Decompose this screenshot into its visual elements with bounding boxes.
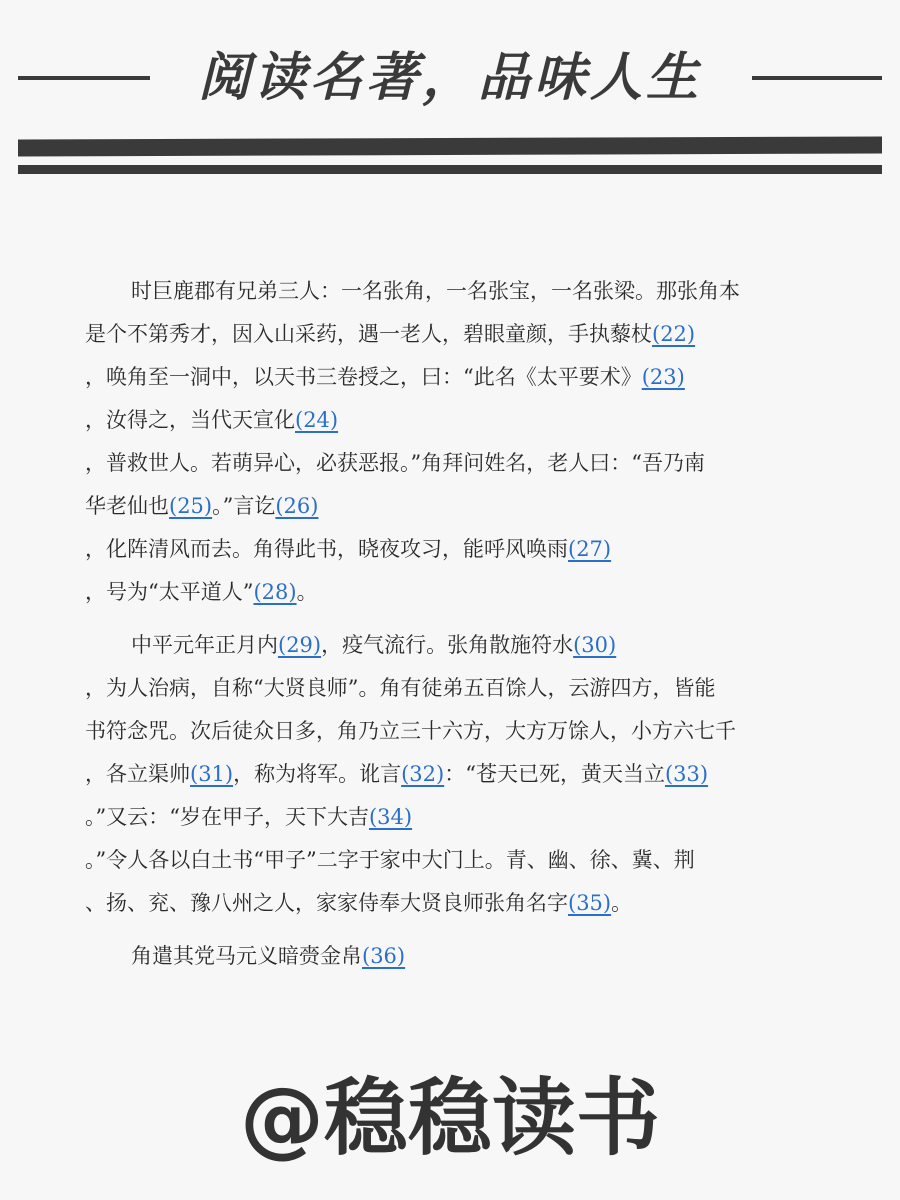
text-line bbox=[85, 935, 805, 978]
footnote-ref-link[interactable]: (27) bbox=[568, 537, 612, 561]
text-segment: ，唤角至一洞中，以天书三卷授之，曰：“此名《太平要术》 bbox=[85, 365, 642, 389]
footnote-ref-link[interactable]: (24) bbox=[295, 408, 339, 432]
footnote-ref-link[interactable]: (29) bbox=[278, 633, 322, 657]
title-left-rule bbox=[18, 76, 150, 80]
header-thin-divider bbox=[18, 165, 882, 174]
text-segment: 、扬、兖、豫八州之人，家家侍奉大贤良师张角名字 bbox=[85, 891, 568, 915]
text-line bbox=[85, 270, 805, 313]
text-line bbox=[85, 313, 805, 356]
footnote-ref-link[interactable]: (31) bbox=[190, 762, 234, 786]
footnote-ref-link[interactable]: (23) bbox=[641, 365, 685, 389]
text-segment: 是个不第秀才，因入山采药，遇一老人，碧眼童颜，手执藜杖 bbox=[85, 322, 652, 346]
text-segment: 中平元年正月内 bbox=[131, 633, 278, 657]
footnote-ref-link[interactable]: (26) bbox=[275, 494, 319, 518]
text-segment: ，各立渠帅 bbox=[85, 762, 190, 786]
text-segment: 。 bbox=[611, 891, 633, 915]
watermark-text: @稳稳读书 bbox=[239, 1069, 660, 1167]
title-right-rule bbox=[752, 76, 882, 80]
footnote-ref-link[interactable]: (28) bbox=[253, 580, 297, 604]
text-line bbox=[85, 356, 805, 399]
header-thick-divider bbox=[18, 136, 882, 156]
footnote-ref-link[interactable]: (35) bbox=[568, 891, 612, 915]
footnote-ref-link[interactable]: (36) bbox=[362, 944, 406, 968]
page-header bbox=[0, 0, 900, 200]
text-line bbox=[85, 485, 805, 528]
footnote-ref-link[interactable]: (30) bbox=[573, 633, 617, 657]
text-segment: 。”言讫 bbox=[212, 494, 276, 518]
text-line bbox=[85, 667, 805, 710]
text-line bbox=[85, 753, 805, 796]
text-segment: 。”令人各以白土书“甲子”二字于家中大门上。青、幽、徐、冀、荆 bbox=[85, 848, 695, 872]
text-segment: ，疫气流行。张角散施符水 bbox=[321, 633, 574, 657]
page-title: 阅读名著，品味人生 bbox=[197, 48, 702, 108]
text-segment: 华老仙也 bbox=[85, 494, 169, 518]
article-body bbox=[85, 270, 805, 988]
text-line bbox=[85, 571, 805, 614]
footnote-ref-link[interactable]: (25) bbox=[169, 494, 213, 518]
text-line bbox=[85, 624, 805, 667]
footnote-ref-link[interactable]: (32) bbox=[401, 762, 445, 786]
text-segment: ：“苍天已死，黄天当立 bbox=[444, 762, 665, 786]
text-line bbox=[85, 528, 805, 571]
text-line bbox=[85, 839, 805, 882]
text-line bbox=[85, 399, 805, 442]
text-segment: ，称为将军。讹言 bbox=[233, 762, 402, 786]
text-segment: 角遣其党马元义暗赍金帛 bbox=[131, 944, 362, 968]
text-segment: 书符念咒。次后徒众日多，角乃立三十六方，大方万馀人，小方六七千 bbox=[85, 719, 736, 743]
text-line bbox=[85, 882, 805, 925]
footnote-ref-link[interactable]: (34) bbox=[368, 805, 413, 829]
footnote-ref-link[interactable]: (33) bbox=[664, 762, 709, 786]
article-paragraph bbox=[85, 270, 805, 614]
text-segment: ，普救世人。若萌异心，必获恶报。”角拜问姓名，老人曰：“吾乃南 bbox=[85, 451, 705, 475]
text-segment: 。”又云：“岁在甲子，天下大吉 bbox=[85, 805, 369, 829]
article-paragraph bbox=[85, 624, 805, 925]
text-segment: ，为人治病，自称“大贤良师”。角有徒弟五百馀人，云游四方，皆能 bbox=[85, 676, 716, 700]
text-line bbox=[85, 442, 805, 485]
text-line bbox=[85, 796, 805, 839]
article-paragraph bbox=[85, 935, 805, 978]
text-segment: 时巨鹿郡有兄弟三人：一名张角，一名张宝，一名张梁。那张角本 bbox=[131, 279, 740, 303]
text-line bbox=[85, 710, 805, 753]
text-segment: ，汝得之，当代天宣化 bbox=[85, 408, 295, 432]
footnote-ref-link[interactable]: (22) bbox=[652, 322, 696, 346]
text-segment: ，化阵清风而去。角得此书，晓夜攻习，能呼风唤雨 bbox=[85, 537, 568, 561]
text-segment: 。 bbox=[296, 580, 318, 604]
text-segment: ，号为“太平道人” bbox=[85, 580, 254, 604]
